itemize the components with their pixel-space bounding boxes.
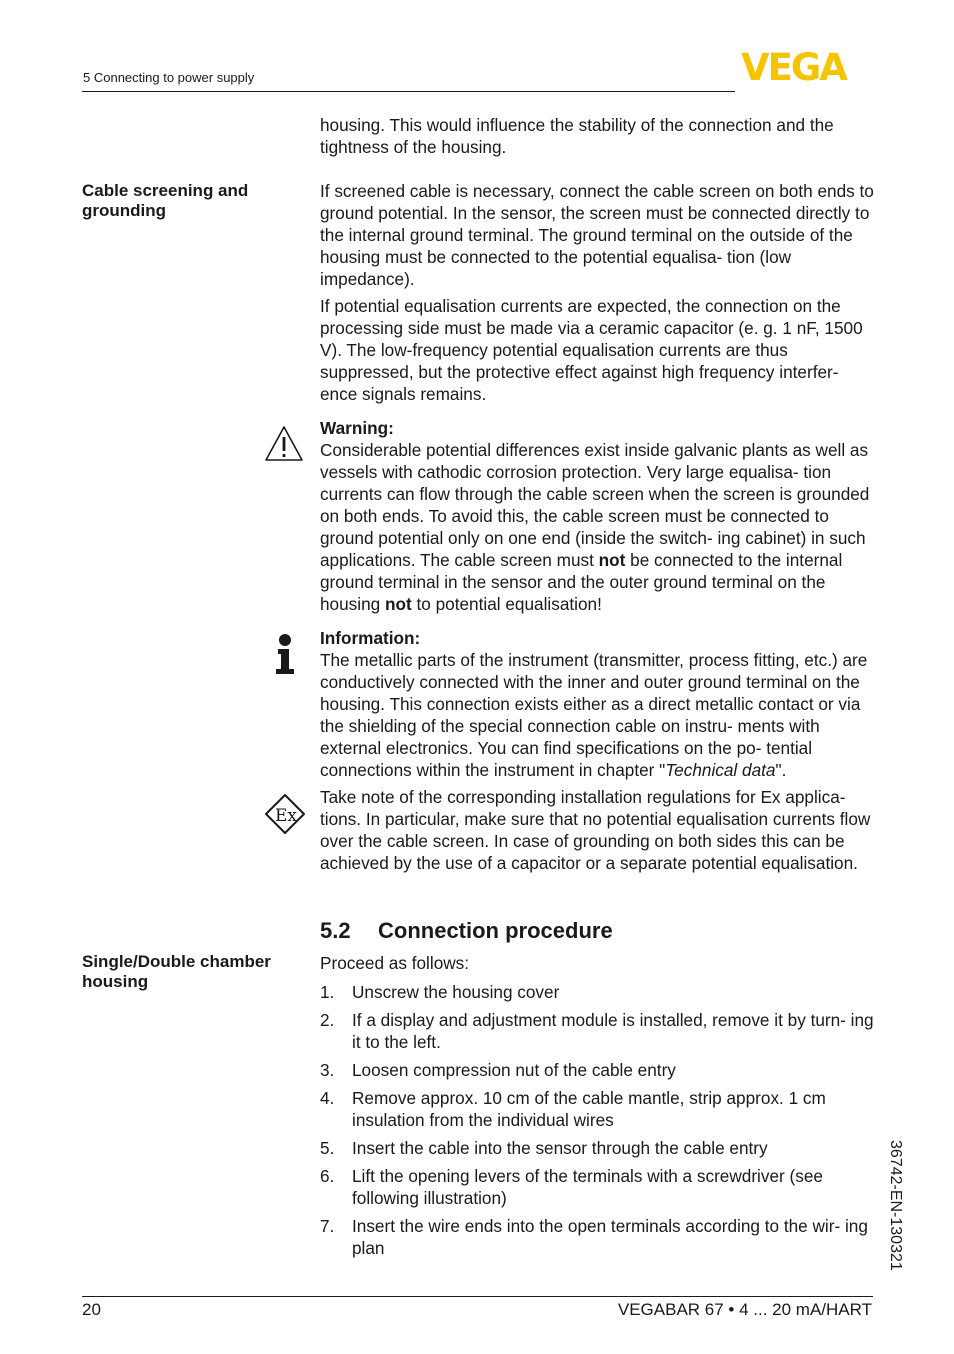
screening-paragraph-1: If screened cable is necessary, connect the cable screen on both ends to ground potential. In the sensor, the screen must be connected directly to the internal ground terminal. The ground terminal on the outside of the housing must be connected to the potential equalisa- tion (low impedance). (320, 181, 874, 289)
warning-text: Considerable potential differences exist inside galvanic plants as well as vessels with cathodic corrosion protection. Very large equalisa- tion currents can flow through the cable screen when the screen is grounded on both ends. To avoid this, the cable screen must be connected to ground potential only on one end (inside the switch- ing cabinet) in such applications. The cable screen must not be connected to the internal ground terminal in the sensor and the outer ground terminal on the housing not to potential equalisation! (320, 440, 870, 614)
list-item: 6. Lift the opening levers of the terminals with a screwdriver (see following illustration) (320, 1166, 823, 1208)
list-item: 1. Unscrew the housing cover (320, 982, 560, 1002)
warning-block (320, 417, 878, 615)
document-id: 36742-EN-130321 (887, 1140, 904, 1271)
product-name: VEGABAR 67 • 4 ... 20 mA/HART (617, 1300, 872, 1319)
page-number: 20 (82, 1300, 101, 1319)
side-label-housing: Single/Double chamber housing (82, 952, 271, 991)
header-rule (82, 91, 735, 92)
info-icon (274, 633, 296, 675)
side-label-screening: Cable screening and grounding (82, 181, 249, 220)
intro-paragraph: housing. This would influence the stability of the connection and the tightness of the housing. (320, 115, 834, 157)
footer-rule (82, 1296, 873, 1297)
svg-text:Ex: Ex (275, 806, 297, 826)
vega-logo (741, 50, 873, 84)
ex-note-paragraph: Take note of the corresponding installation regulations for Ex applica- tions. In particular, make sure that no potential equalisation currents flow over the cable screen. In case of grounding on both sides this can be achieved by the use of a capacitor or a separate potential equalisation. (320, 787, 871, 873)
procedure-steps (320, 981, 878, 1265)
information-text: The metallic parts of the instrument (transmitter, process fitting, etc.) are conductively connected with the inner and outer ground terminal on the housing. This connection exists either as a direct metallic contact or via the shielding of the special connection cable on instru- ments with external electronics. You can find specifications on the po- tential connections within the instrument in chapter "Technical data". (320, 650, 868, 780)
information-block (320, 627, 878, 781)
list-item: 5. Insert the cable into the sensor through the cable entry (320, 1138, 768, 1158)
information-title: Information: (320, 628, 421, 648)
list-item: 7. Insert the wire ends into the open terminals according to the wir- ing plan (320, 1216, 868, 1258)
warning-triangle-icon (264, 425, 304, 463)
running-header: 5 Connecting to power supply (83, 70, 255, 85)
ex-icon (264, 793, 306, 835)
screening-paragraph-2: If potential equalisation currents are expected, the connection on the processing side must be made via a ceramic capacitor (e. g. 1 nF, 1500 V). The low-frequency potential equalisation currents are thus suppressed, but the protective effect against high frequency interfer- ence signals remains. (320, 296, 863, 404)
warning-title: Warning: (320, 418, 394, 438)
list-item: 2. If a display and adjustment module is installed, remove it by turn- ing it to the left. (320, 1010, 874, 1052)
section-heading: 5.2 Connection procedure (320, 918, 613, 943)
procedure-lead: Proceed as follows: (320, 953, 470, 973)
svg-text:VEGA: VEGA (741, 50, 846, 84)
list-item: 3. Loosen compression nut of the cable entry (320, 1060, 676, 1080)
list-item: 4. Remove approx. 10 cm of the cable mantle, strip approx. 1 cm insulation from the individual wires (320, 1088, 826, 1130)
